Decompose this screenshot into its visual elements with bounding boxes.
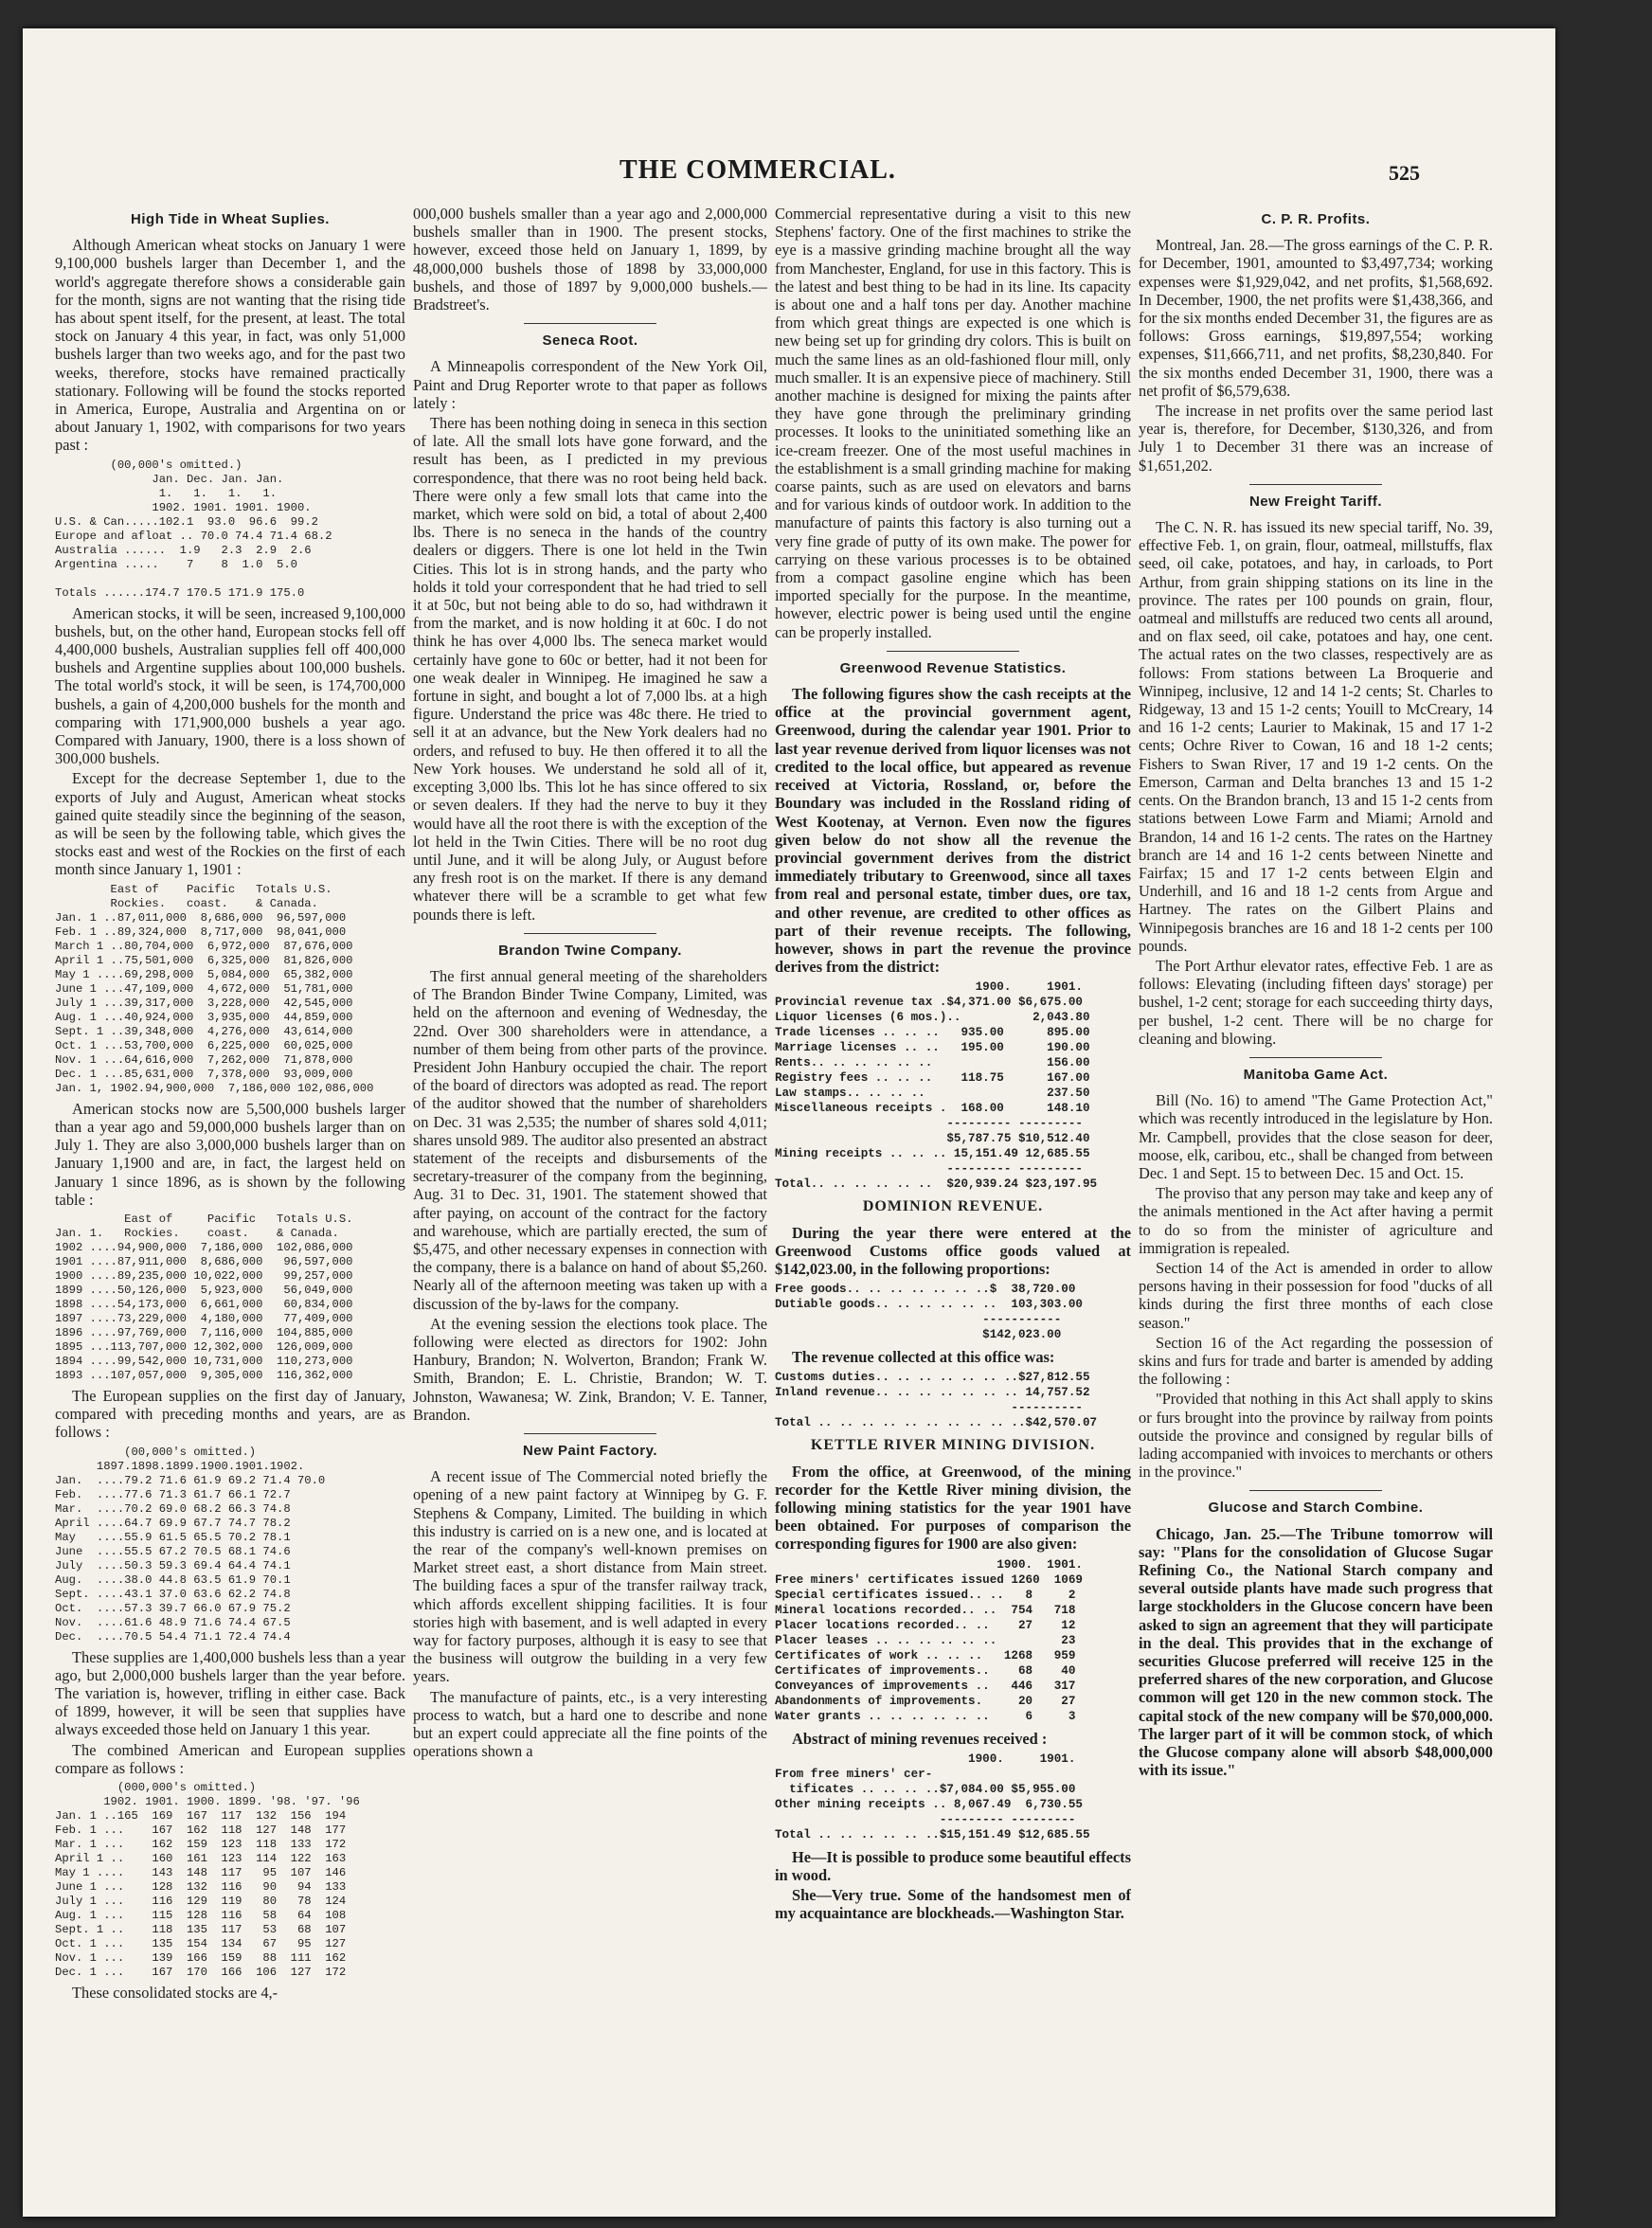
stats-table: (000,000's omitted.) 1902. 1901. 1900. 1899. '98. '97. '96 Jan. 1 ..165 169 167 117 132 156 194 Feb. 1 ... 167 162 118 127 148 177 Mar. 1 ... 162 159 123 118 133 172 April 1 .. 160 161 123 114 122 163 May 1 .... 143 148 117 95 107 146 June 1 ... 128 132 116 90 94 133 July 1 ... 116 129 119 80 78 124 Aug. 1 ... 115 128 116 58 64 108 Sept. 1 .. 118 135 117 53 68 107 Oct. 1 ... 135 154 134 67 95 127 Nov. 1 ... 139 166 159 88 111 162 Dec. 1 ... 167 170 166 106 127 172 [55,1780,360,1979]
paragraph: These consolidated stocks are 4,- [72,1983,278,2002]
paragraph: Except for the decrease September 1, due to the exports of July and August, American wheat stocks gained quite steadily since the beginning of the season, as will be seen by the following table, which gives the stocks east and west of the Rockies on the first of each month since January 1, 1901 : [55,769,405,879]
column-4 [1139,205,1493,2175]
newspaper-page [23,28,1555,2217]
article-heading: KETTLE RIVER MINING DIVISION. [810,1437,1096,1454]
paragraph: The combined American and European supplies compare as follows : [55,1740,405,1777]
paragraph: American stocks, it will be seen, increased 9,100,000 bushels, but, on the other hand, European stocks fell off 4,400,000 bushels, Australian supplies fell off 400,000 bushels and Argentine supplies about 100,000 bushels. The total world's stock, it will be seen, is 174,700,000 bushels, a gain of 4,200,000 bushels for the month and comparing with 171,900,000 bushels a year ago. Compared with January, 1900, there is a loss shown of 300,000 bushels. [55,603,405,768]
article-heading: New Paint Factory. [522,1443,658,1459]
article-heading: New Freight Tariff. [1248,493,1383,510]
stats-table: East of Pacific Totals U.S. Jan. 1. Rockies. coast. & Canada. 1902 ....94,900,000 7,186,000 102,086,000 1901 ....87,911,000 8,686,000 96,597,000 1900 ....89,235,000 10,022,000 99,257,000 1899 ....50,126,000 5,923,000 56,049,000 1898 ....54,173,000 6,661,000 60,834,000 1897 ....73,229,000 4,180,000 77,409,000 1896 ....97,769,000 7,116,000 104,885,000 1895 ...113,707,000 12,302,000 126,009,000 1894 ....99,542,000 10,731,000 110,273,000 1893 ...107,057,000 9,305,000 116,362,000 [55,1212,353,1382]
page-number: 525 [1389,161,1420,185]
column-2 [413,205,767,2175]
paragraph: Section 16 of the Act regarding the possession of skins and furs for trade and barter is amended by adding the following : [1139,1333,1493,1389]
article-heading: High Tide in Wheat Suplies. [131,211,330,227]
paragraph: 000,000 bushels smaller than a year ago and 2,000,000 bushels smaller than in 1900. The present stocks, however, exceed those held on January 1, 1899, by 48,000,000 bushels those of 1898 by 33,000,000 bushels, and those of 1897 by 9,000,000 bushels.—Bradstreet's. [413,205,767,314]
paragraph: Montreal, Jan. 28.—The gross earnings of the C. P. R. for December, 1901, amounted to $3,497,734; working expenses were $1,929,042, and net profits, $1,568,692. In December, 1900, the net profits were $1,438,366, and for the six months ended December 31, the figures are as follows: Gross earnings, $19,897,554; working expenses, $11,666,711, and net profits, $8,230,840. For the six months ended December 31, 1900, there was a net profit of $6,579,638. [1139,236,1493,400]
paragraph: The C. N. R. has issued its new special tariff, No. 39, effective Feb. 1, on grain, flour, oatmeal, millstuffs, flax seed, oil cake, potatoes, and hay, in carloads, to Port Arthur, from grain shipping stations on its line in the province. The rates per 100 pounds on grain, flour, oatmeal and millstuffs are reduced two cents all around, and on flax seed, oil cake, potatoes and hay, one cent. The actual rates on the two classes, respectively are as follows: From stations between La Broquerie and Winnipeg, inclusive, 12 and 14 1-2 cents; St. Charles to Ridgeway, 13 and 15 1-2 cents; Youill to McCreary, 14 and 16 1-2 cents; Laurier to Makinak, 15 and 17 1-2 cents; Ochre River to Cowan, 16 and 18 1-2 cents; Fishers to Swan River, 17 and 19 1-2 cents. On the Emerson, Carman and Delta branches 13 and 15 1-2 cents. On the Brandon branch, 13 and 15 1-2 cents from stations between Lowe Farm and Miami; Arnold and Brandon, 14 and 16 1-2 cents. The rates on the Hartney branch are 14 and 16 1-2 cents between Ninette and Fairfax; 15 and 17 1-2 cents between Elgin and Underhill, and 16 and 18 1-2 cents from Argue and Hartney. The rates on the Gilbert Plains and Winnipegosis branches are 16 and 18 1-2 cents per 100 pounds. [1139,518,1493,955]
paragraph: She—Very true. Some of the handsomest men of my acquaintance are blockheads.—Washington Star. [775,1886,1131,1923]
article-heading: Manitoba Game Act. [1243,1066,1389,1083]
paragraph: The first annual general meeting of the shareholders of The Brandon Binder Twine Company, Limited, was held on the afternoon and evening of Wednesday, the 22nd. Over 300 shareholders were in attendance, a number of them being from other parts of the province. President John Hanbury occupied the chair. The report of the board of directors was adopted as read. The report of the auditor showed that the number of shareholders on Dec. 31 was 2,535; the number of shares sold 4,011; shares unsold 989. The auditor also presented an abstract statement of the receipts and disbursements of the secretary-treasurer of the company from the beginning, Aug. 31 to Dec. 31, 1901. The statement showed that after paying, on account of the contract for the factory and warehouse, which are partially erected, the sum of $5,475, and other necessary expenses in connection with the company, there is a balance on hand of about $5,260. Nearly all of the afternoon meeting was taken up with a discussion of the by-laws for the company. [413,966,767,1313]
paragraph: The increase in net profits over the same period last year is, therefore, for December, $130,326, and from July 1 to December 31 there was an increase of $1,651,202. [1139,402,1493,475]
paragraph: From the office, at Greenwood, of the mining recorder for the Kettle River mining division, the following mining statistics for the year 1901 have been obtained. For purposes of comparison the corresponding figures for 1900 are also given: [775,1462,1131,1554]
paragraph: The manufacture of paints, etc., is a very interesting process to watch, but a hard one to describe and none but an expert could appreciate all the fine points of the operations shown a [413,1687,767,1761]
page-header [23,127,1500,185]
stats-table: (00,000's omitted.) Jan. Dec. Jan. Jan. 1. 1. 1. 1. 1902. 1901. 1901. 1900. U.S. & Can.....102.1 93.0 96.6 99.2 Europe and afloat .. 70.0 74.4 71.4 68.2 Australia ...... 1.9 2.3 2.9 2.6 Argentina ..... 7 8 1.0 5.0 Totals ......174.7 170.5 171.9 175.0 [55,458,332,600]
mining-revenue-table: 1900. 1901. From free miners' cer- tificates .. .. .. ..$7,084.00 $5,955.00 Other mining receipts .. 8,067.49 6,730.55 --------- --------- Total .. .. .. .. .. ..$15,151.49 $12,685.55 [775,1752,1090,1842]
paragraph: He—It is possible to produce some beautiful effects in wood. [775,1847,1131,1884]
paragraph: At the evening session the elections took place. The following were elected as directors for 1902: John Hanbury, Brandon; N. Wolverton, Brandon; Frank W. Smith, Brandon; E. L. Christie, Brandon; W. T. Johnston, Wawanesa; W. Zink, Brandon; V. E. Tanner, Brandon. [413,1314,767,1424]
article-heading: Seneca Root. [542,332,638,350]
paragraph: Section 14 of the Act is amended in order to allow persons having in their possession for food "ducks of all kinds during the first three months of each close season." [1139,1258,1493,1332]
column-1 [55,205,405,2175]
column-3 [775,205,1131,2175]
paragraph: During the year there were entered at the Greenwood Customs office goods valued at $142,023.00, in the following proportions: [775,1223,1131,1278]
divider [1249,1057,1382,1058]
paragraph: A recent issue of The Commercial noted briefly the opening of a new paint factory at Winnipeg by G. F. Stephens & Company, Limited. The building in which this industry is carried on is a new one, and is located at the rear of the company's well-known premises on Market street east, a short distance from Main street. The building faces a spur of the transfer railway track, which affords excellent shipping facilities. It is four stories high with basement, and is well adapted in every way for factory purposes, although it is easy to see that the business will outgrow the building in a very few years. [413,1467,767,1686]
paragraph: Bill (No. 16) to amend "The Game Protection Act," which was recently introduced in the legislature by Hon. Mr. Campbell, provides that the close season for deer, moose, elk, caribou, etc., shall be changed from between Dec. 1 and Sept. 15 to between Dec. 15 and Oct. 15. [1139,1091,1493,1182]
divider [1249,484,1382,485]
paragraph: A Minneapolis correspondent of the New York Oil, Paint and Drug Reporter wrote to that paper as follows lately : [413,357,767,412]
article-heading: Greenwood Revenue Statistics. [839,659,1067,676]
paragraph: The Port Arthur elevator rates, effective Feb. 1 are as follows: Elevating (including fifteen days' storage) per bushel, 1-2 cent; storage for each succeeding thirty days, per bushel, 1-2 cent. There will be no charge for cleaning and blowing. [1139,956,1493,1048]
divider [1249,1490,1382,1491]
revenue-collected-table: Customs duties.. .. .. .. .. .. ..$27,812.55 Inland revenue.. .. .. .. .. .. .. 14,757.52 ---------- Total .. .. .. .. .. .. .. .. .. ..$42,570.07 [775,1371,1098,1430]
stats-table: East of Pacific Totals U.S. Rockies. coast. & Canada. Jan. 1 ..87,011,000 8,686,000 96,597,000 Feb. 1 ..89,324,000 8,717,000 98,041,000 March 1 ..80,704,000 6,972,000 87,676,000 April 1 ..75,501,000 6,325,000 81,826,000 May 1 ....69,298,000 5,084,000 65,382,000 June 1 ...47,109,000 4,672,000 51,781,000 July 1 ...39,317,000 3,228,000 42,545,000 Aug. 1 ...40,924,000 3,935,000 44,859,000 Sept. 1 ..39,348,000 4,276,000 43,614,000 Oct. 1 ...53,700,000 6,225,000 60,025,000 Nov. 1 ...64,616,000 7,262,000 71,878,000 Dec. 1 ...85,631,000 7,378,000 93,009,000 Jan. 1, 1902.94,900,000 7,186,000 102,086,000 [55,882,374,1095]
divider [524,933,656,934]
paragraph: These supplies are 1,400,000 bushels less than a year ago, but 2,000,000 bushels larger than the year before. The variation is, however, trifling in either case. Back of 1899, however, it will be seen that supplies have always exceeded those held on January 1 this year. [55,1647,405,1739]
paragraph: The revenue collected at this office was: [792,1348,1055,1367]
paragraph: The proviso that any person may take and keep any of the animals mentioned in the Act after having a permit to do so from the minister of agriculture and immigration is repealed. [1139,1184,1493,1257]
paragraph: American stocks now are 5,500,000 bushels larger than a year ago and 59,000,000 bushels larger than on July 1. They are also 3,000,000 bushels larger than on January 1,1900 and are, in fact, the largest held on January 1 since 1896, as is shown by the following table : [55,1099,405,1209]
paragraph: The European supplies on the first day of January, compared with preceding months and years, are as follows : [55,1386,405,1442]
mining-stats-table: 1900. 1901. Free miners' certificates issued 1260 1069 Special certificates issued.. .. 8 2 Mineral locations recorded.. .. 754 718 Placer locations recorded.. .. 27 12 Placer leases .. .. .. .. .. .. 23 Certificates of work .. .. .. 1268 959 Certificates of improvements.. 68 40 Conveyances of improvements .. 446 317 Abandonments of improvements. 20 27 Water grants .. .. .. .. .. .. 6 3 [775,1557,1083,1723]
article-heading: C. P. R. Profits. [1261,211,1371,227]
paragraph: Chicago, Jan. 25.—The Tribune tomorrow will say: "Plans for the consolidation of Glucose Sugar Refining Co., the National Starch company and several outside plants have made such progress that large stockholders in the Glucose concern have been asked to sign an agreement that they will participate in the deal. This provides that in the exchange of securities Glucose preferred will receive 125 in the preferred shares of the new corporation, and Glucose common will get 120 in the new common stock. The capital stock of the new company will be $70,000,000. The larger part of it will be common stock, of which the Glucose company alone will absorb $48,000,000 with its issue." [1139,1524,1493,1780]
paragraph: Although American wheat stocks on January 1 were 9,100,000 bushels larger than December 1, and the world's aggregate therefore shows a considerable gain for the month, signs are not wanting that the rising tide has about spent itself, for the present, at least. The total stock on January 4 this year, in fact, was only 51,000 bushels larger than two weeks ago, and for the past two weeks, therefore, stocks have remained practically stationary. Following will be found the stocks reported in America, Europe, Australia and Argentina on or about January 1, 1902, with comparisons for two years past : [55,236,405,455]
article-heading: Glucose and Starch Combine. [1208,1500,1424,1517]
paragraph: "Provided that nothing in this Act shall apply to skins or furs brought into the province by railway from points outside the province and consigned by regular bills of lading accompanied with invoices to merchants or others in the province." [1139,1390,1493,1482]
article-heading: Brandon Twine Company. [498,942,682,959]
publication-title: THE COMMERCIAL. [620,155,896,185]
paragraph: Commercial representative during a visit to this new Stephens' factory. One of the first machines to strike the eye is a massive grinding machine brought all the way from Manchester, England, for use in this factory. This is the latest and best thing to be had in its line. Its capacity is about one and a half tons per day. Another machine from which great things are expected is one which is new being set up for grinding dry colors. This is built on much the same lines as an old-fashioned flour mill, only much smaller. It is an expensive piece of machinery. Still another machine is designed for mixing the paints after they have gone through the preliminary grinding processes. It looks to the uninitiated something like an ice-cream freezer. One of the most useful machines in the establishment is a small grinding machine for making coarse paints, such as are used on elevators and barns and for various kinds of outdoor work. In addition to the manufacture of paints this factory is also turning out a very fine grade of putty of its own make. The power for carrying on these various processes is to be obtained from a compact gasoline engine which has been imported specially for the purpose. In the meantime, however, electric power is being used until the engine can be properly installed. [775,205,1131,641]
stats-table: (00,000's omitted.) 1897.1898.1899.1900.1901.1902. Jan. ....79.2 71.6 61.9 69.2 71.4 70.0 Feb. ....77.6 71.3 61.7 66.1 72.7 Mar. ....70.2 69.0 68.2 66.3 74.8 April ....64.7 69.9 67.7 74.7 78.2 May ....55.9 61.5 65.5 70.2 78.1 June ....55.5 67.2 70.5 68.1 74.6 July ....50.3 59.3 69.4 64.4 74.1 Aug. ....38.0 44.8 63.5 61.9 70.1 Sept. ....43.1 37.0 63.6 62.2 74.8 Oct. ....57.3 39.7 66.0 67.9 75.2 Nov. ....61.6 48.9 71.6 74.4 67.5 Dec. ....70.5 54.4 71.1 72.4 74.4 [55,1445,326,1644]
article-heading: DOMINION REVENUE. [862,1198,1044,1215]
divider [524,323,656,324]
paragraph: Abstract of mining revenues received : [792,1729,1048,1748]
divider [524,1433,656,1434]
divider [887,651,1019,652]
customs-table: Free goods.. .. .. .. .. .. ..$ 38,720.00 Dutiable goods.. .. .. .. .. .. 103,303.00 ----------- $142,023.00 [775,1283,1083,1342]
paragraph: There has been nothing doing in seneca in this section of late. All the small lots have gone forward, and the result has been, as I predicted in my previous correspondence, that there was no root being held back. There were only a few small lots that came into the market, which were sold on bid, a total of about 2,400 lbs. There is no seneca in the hands of the country dealers or diggers. There is one lot held in the Twin Cities. This lot is in strong hands, and the party who holds it told your correspondent that he had tried to sell it at 50c, but not being able to do so, had withdrawn it from the market, and is now holding it at 60c. I do not think he has over 4,000 lbs. The seneca market would certainly have gone to 60c or better, had it not been for one weak dealer in Winnipeg. He imagined he saw a fortune in sight, and bought a lot of 7,000 lbs. at a high figure. Understand the price was 48c there. He tried to sell it at an advance, but the New York dealers had no orders, and refused to buy. He then offered it to all the New York houses. We understand he sold all of it, excepting 3,000 lbs. This lot he has since offered to six or seven dealers. If they had the nerve to buy it they would have all the root there is with the exception of the lot held in the Twin Cities. There will be no root dug until June, and it will be along July, or August before any fresh root is on the market. If there is any demand whatever there will be a scramble to get what few pounds there is left. [413,414,767,924]
paragraph: The following figures show the cash receipts at the office at the provincial government agent, Greenwood, during the calendar year 1901. Prior to last year revenue derived from liquor licenses was not credited to the local office, but appeared as revenue received at Victoria, Rossland, or, before the Boundary was included in the Rossland riding of West Kootenay, at Vernon. Even now the figures given below do not show all the revenue the provincial government derives from the district immediately tributary to Greenwood, since all taxes from real and personal estate, timber dues, ore tax, and other revenue, are credited to other offices as part of their revenue receipts. The following, however, shows in part the revenue the province derives from the district: [775,685,1131,977]
revenue-table: 1900. 1901. Provincial revenue tax .$4,371.00 $6,675.00 Liquor licenses (6 mos.).. 2,043.80 Trade licenses .. .. .. 935.00 895.00 Marriage licenses .. .. 195.00 190.00 Rents.. .. .. .. .. .. 156.00 Registry fees .. .. .. 118.75 167.00 Law stamps.. .. .. .. 237.50 Miscellaneous receipts . 168.00 148.10 --------- --------- $5,787.75 $10,512.40 Mining receipts .. .. .. 15,151.49 12,685.55 --------- --------- Total.. .. .. .. .. .. $20,939.24 $23,197.95 [775,980,1098,1192]
